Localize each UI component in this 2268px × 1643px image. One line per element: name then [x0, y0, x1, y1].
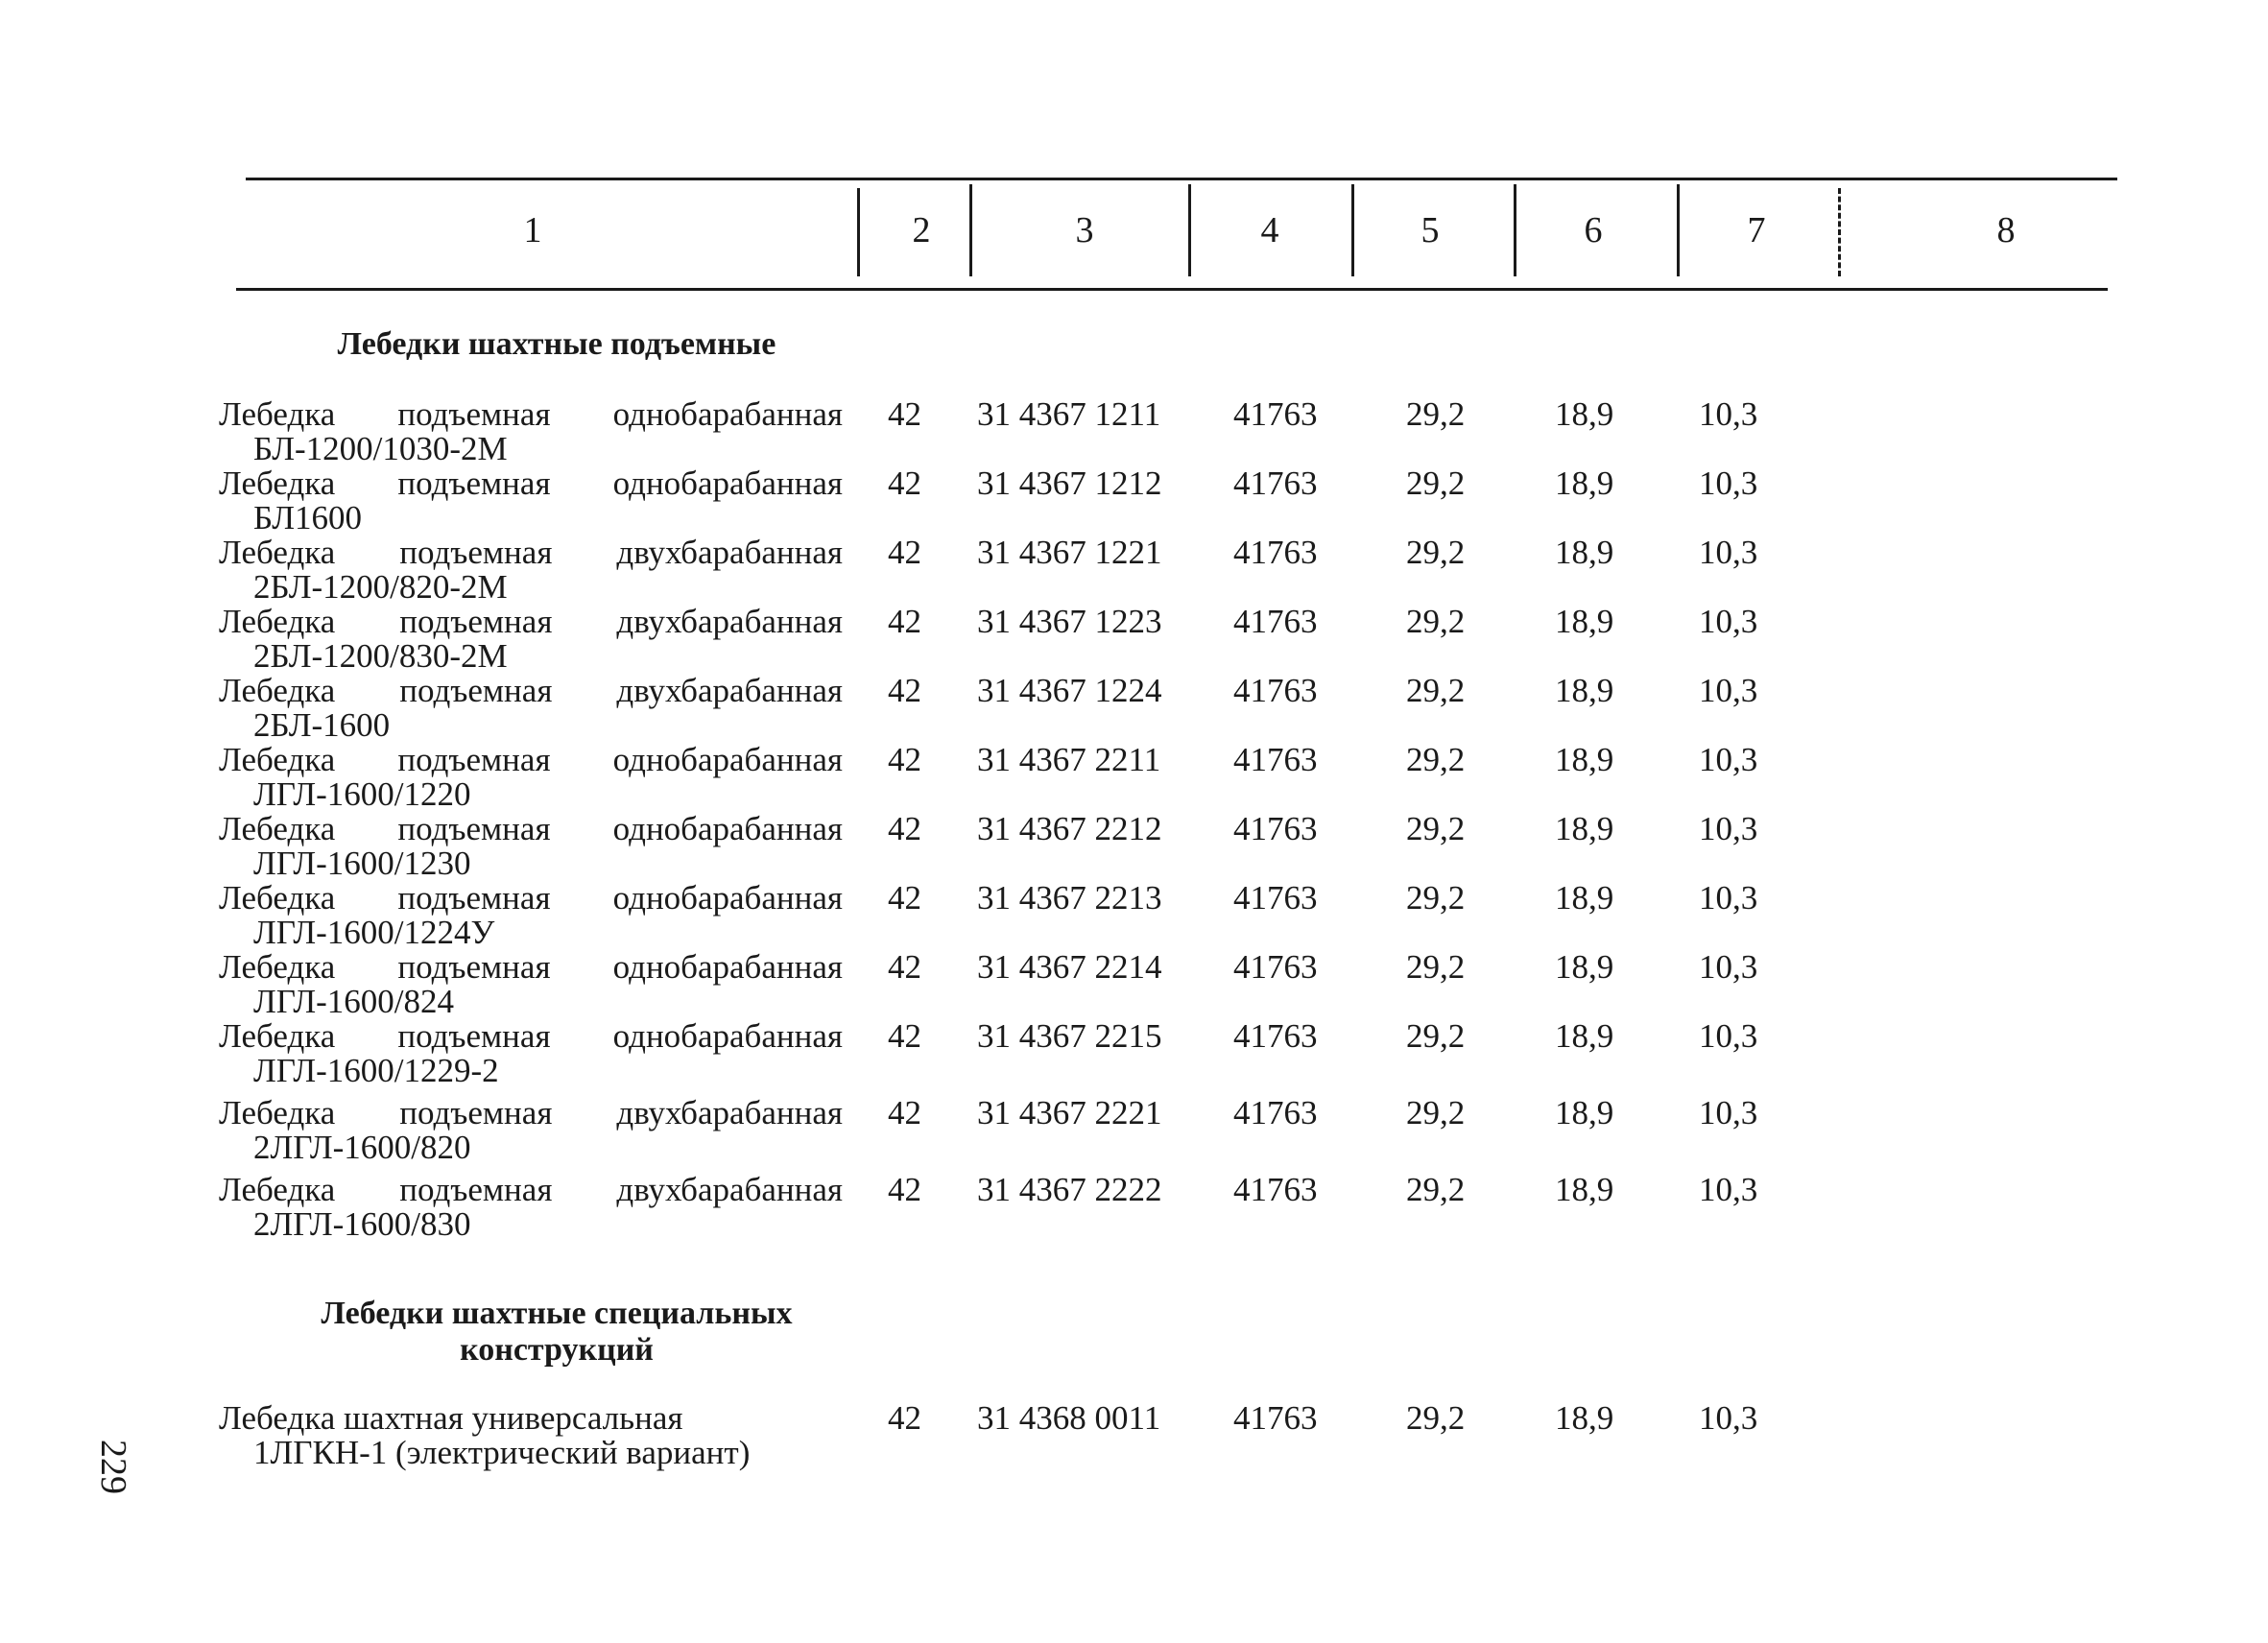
header-separator [1677, 184, 1680, 276]
column-header-8: 8 [1996, 210, 2016, 250]
cell-col5: 29,2 [1406, 395, 1466, 433]
cell-col2: 42 [888, 464, 921, 502]
table-row [0, 605, 2268, 674]
cell-col6: 18,9 [1555, 1094, 1614, 1131]
cell-col7: 10,3 [1699, 672, 1758, 709]
cell-col7: 10,3 [1699, 464, 1758, 502]
cell-col5: 29,2 [1406, 879, 1466, 917]
item-name-line1: Лебедка подъемная однобарабанная [219, 395, 843, 433]
cell-col3: 31 4367 1224 [977, 672, 1162, 709]
cell-col5: 29,2 [1406, 1171, 1466, 1208]
cell-col6: 18,9 [1555, 810, 1614, 847]
table-row [0, 950, 2268, 1019]
item-model: БЛ1600 [253, 499, 362, 536]
table-row [0, 536, 2268, 605]
cell-col5: 29,2 [1406, 741, 1466, 778]
item-name-line1: Лебедка подъемная однобарабанная [219, 948, 843, 986]
column-header-3: 3 [1075, 210, 1094, 250]
cell-col5: 29,2 [1406, 1017, 1466, 1055]
cell-col5: 29,2 [1406, 1094, 1466, 1131]
item-model: 1ЛГКН-1 (электрический вариант) [253, 1434, 751, 1471]
table-row [0, 881, 2268, 950]
cell-col7: 10,3 [1699, 1171, 1758, 1208]
item-name-line1: Лебедка подъемная двухбарабанная [219, 672, 843, 709]
cell-col7: 10,3 [1699, 948, 1758, 986]
cell-col3: 31 4367 1211 [977, 395, 1161, 433]
cell-col2: 42 [888, 1171, 921, 1208]
cell-col7: 10,3 [1699, 534, 1758, 571]
cell-col5: 29,2 [1406, 603, 1466, 640]
cell-col3: 31 4367 1212 [977, 464, 1162, 502]
item-model: 2БЛ-1200/830-2М [253, 637, 508, 675]
cell-col7: 10,3 [1699, 810, 1758, 847]
cell-col2: 42 [888, 948, 921, 986]
cell-col3: 31 4367 2215 [977, 1017, 1162, 1055]
section-title-line1: Лебедки шахтные специальных [321, 1296, 793, 1331]
item-name-line1: Лебедка подъемная однобарабанная [219, 741, 843, 778]
cell-col7: 10,3 [1699, 1399, 1758, 1437]
item-name [219, 674, 843, 743]
column-header-6: 6 [1584, 210, 1603, 250]
cell-col6: 18,9 [1555, 672, 1614, 709]
cell-col6: 18,9 [1555, 395, 1614, 433]
item-model: ЛГЛ-1600/1229-2 [253, 1052, 499, 1089]
cell-col5: 29,2 [1406, 810, 1466, 847]
item-name [219, 812, 843, 881]
cell-col7: 10,3 [1699, 603, 1758, 640]
table-row [0, 812, 2268, 881]
item-name-line1: Лебедка подъемная двухбарабанная [219, 1171, 843, 1208]
cell-col2: 42 [888, 1399, 921, 1437]
cell-col6: 18,9 [1555, 1171, 1614, 1208]
table-row [0, 1401, 2268, 1470]
item-model: 2ЛГЛ-1600/830 [253, 1205, 471, 1243]
cell-col7: 10,3 [1699, 1017, 1758, 1055]
cell-col6: 18,9 [1555, 1017, 1614, 1055]
cell-col4: 41763 [1233, 464, 1318, 502]
item-name-line1: Лебедка подъемная однобарабанная [219, 879, 843, 917]
header-bottom-rule [236, 288, 2108, 291]
cell-col4: 41763 [1233, 1094, 1318, 1131]
cell-col3: 31 4367 2211 [977, 741, 1161, 778]
header-separator [969, 184, 972, 276]
cell-col3: 31 4367 2222 [977, 1171, 1162, 1208]
cell-col7: 10,3 [1699, 1094, 1758, 1131]
cell-col3: 31 4367 2212 [977, 810, 1162, 847]
cell-col3: 31 4368 0011 [977, 1399, 1161, 1437]
cell-col2: 42 [888, 395, 921, 433]
item-name-line1: Лебедка подъемная однобарабанная [219, 1017, 843, 1055]
table-row [0, 674, 2268, 743]
cell-col6: 18,9 [1555, 741, 1614, 778]
cell-col2: 42 [888, 1017, 921, 1055]
cell-col3: 31 4367 2221 [977, 1094, 1162, 1131]
item-name-line1: Лебедка подъемная однобарабанная [219, 464, 843, 502]
item-model: ЛГЛ-1600/824 [253, 983, 454, 1020]
cell-col3: 31 4367 2213 [977, 879, 1162, 917]
column-header-5: 5 [1420, 210, 1440, 250]
header-separator [1838, 188, 1841, 276]
cell-col6: 18,9 [1555, 464, 1614, 502]
item-name [219, 1401, 843, 1470]
cell-col4: 41763 [1233, 948, 1318, 986]
cell-col5: 29,2 [1406, 672, 1466, 709]
cell-col4: 41763 [1233, 395, 1318, 433]
column-header-2: 2 [912, 210, 931, 250]
cell-col3: 31 4367 2214 [977, 948, 1162, 986]
cell-col6: 18,9 [1555, 879, 1614, 917]
section-title [269, 1296, 845, 1369]
table-row [0, 743, 2268, 812]
cell-col5: 29,2 [1406, 464, 1466, 502]
cell-col4: 41763 [1233, 603, 1318, 640]
item-model: ЛГЛ-1600/1220 [253, 775, 471, 813]
item-name [219, 1096, 843, 1165]
item-name [219, 397, 843, 466]
header-separator [1188, 184, 1191, 276]
cell-col4: 41763 [1233, 1399, 1318, 1437]
cell-col6: 18,9 [1555, 603, 1614, 640]
column-header-7: 7 [1747, 210, 1766, 250]
cell-col2: 42 [888, 879, 921, 917]
item-model: 2БЛ-1600 [253, 706, 391, 744]
item-model: 2ЛГЛ-1600/820 [253, 1129, 471, 1166]
item-name [219, 1019, 843, 1088]
item-model: 2БЛ-1200/820-2М [253, 568, 508, 606]
item-name-line1: Лебедка подъемная однобарабанная [219, 810, 843, 847]
cell-col4: 41763 [1233, 1171, 1318, 1208]
table-row [0, 466, 2268, 536]
item-name [219, 881, 843, 950]
cell-col6: 18,9 [1555, 534, 1614, 571]
cell-col4: 41763 [1233, 534, 1318, 571]
table-row [0, 1019, 2268, 1088]
cell-col4: 41763 [1233, 741, 1318, 778]
section-title-line2: конструкций [460, 1332, 654, 1368]
cell-col3: 31 4367 1221 [977, 534, 1162, 571]
item-model: БЛ-1200/1030-2М [253, 430, 508, 467]
cell-col2: 42 [888, 741, 921, 778]
cell-col6: 18,9 [1555, 1399, 1614, 1437]
cell-col3: 31 4367 1223 [977, 603, 1162, 640]
item-name-line1: Лебедка шахтная универсальная [219, 1399, 683, 1437]
section-title: Лебедки шахтные подъемные [337, 326, 776, 362]
cell-col2: 42 [888, 1094, 921, 1131]
cell-col5: 29,2 [1406, 1399, 1466, 1437]
cell-col5: 29,2 [1406, 534, 1466, 571]
item-name [219, 743, 843, 812]
item-name-line1: Лебедка подъемная двухбарабанная [219, 603, 843, 640]
cell-col7: 10,3 [1699, 741, 1758, 778]
cell-col4: 41763 [1233, 1017, 1318, 1055]
cell-col2: 42 [888, 672, 921, 709]
table-row [0, 1173, 2268, 1242]
item-name [219, 1173, 843, 1242]
item-name [219, 605, 843, 674]
cell-col2: 42 [888, 810, 921, 847]
table-row [0, 397, 2268, 466]
cell-col4: 41763 [1233, 672, 1318, 709]
item-name [219, 950, 843, 1019]
item-name-line1: Лебедка подъемная двухбарабанная [219, 534, 843, 571]
header-top-rule [246, 178, 2117, 180]
cell-col7: 10,3 [1699, 395, 1758, 433]
header-separator [1351, 184, 1354, 276]
cell-col2: 42 [888, 603, 921, 640]
header-separator [1514, 184, 1516, 276]
item-name-line1: Лебедка подъемная двухбарабанная [219, 1094, 843, 1131]
header-separator [857, 188, 860, 276]
item-model: ЛГЛ-1600/1224У [253, 914, 495, 951]
item-model: ЛГЛ-1600/1230 [253, 845, 471, 882]
cell-col7: 10,3 [1699, 879, 1758, 917]
cell-col2: 42 [888, 534, 921, 571]
table-row [0, 1096, 2268, 1165]
item-name [219, 466, 843, 536]
cell-col4: 41763 [1233, 879, 1318, 917]
column-header-1: 1 [523, 210, 542, 250]
column-header-4: 4 [1260, 210, 1279, 250]
item-name [219, 536, 843, 605]
cell-col6: 18,9 [1555, 948, 1614, 986]
page-number: 229 [93, 1440, 133, 1494]
cell-col5: 29,2 [1406, 948, 1466, 986]
cell-col4: 41763 [1233, 810, 1318, 847]
